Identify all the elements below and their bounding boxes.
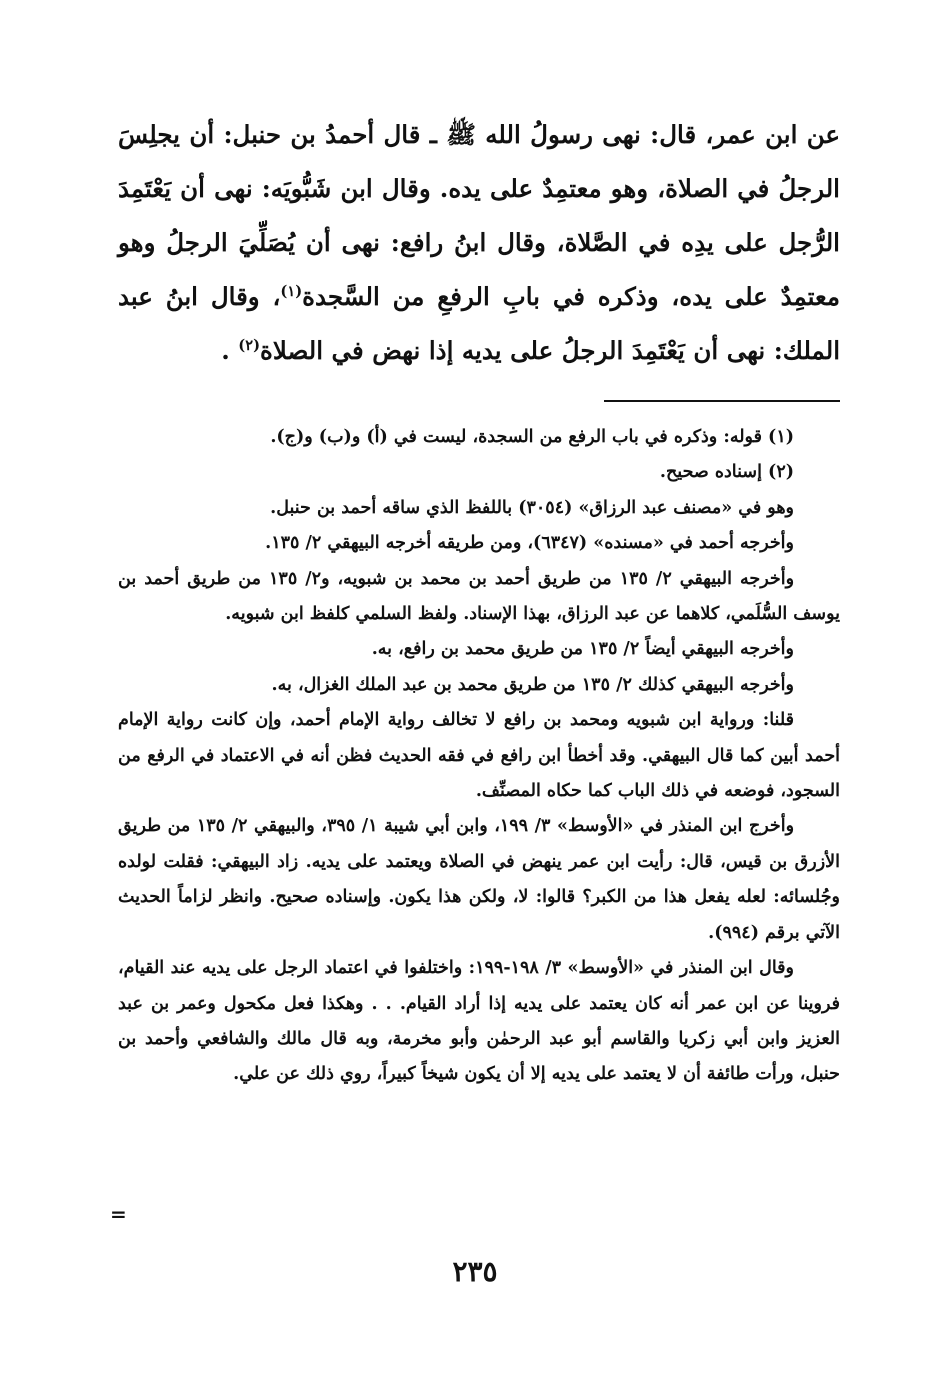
footnote-reference-2: (٢) [238, 336, 261, 354]
footnote-paragraph: وأخرجه البيهقي ٢/ ١٣٥ من طريق أحمد بن محمد بن شبويه، و٢/ ١٣٥ من طريق أحمد بن يوسف السُّلَمي، كلاهما عن عبد الرزاق، بهذا الإسناد. ولفظ السلمي كلفظ ابن شبويه. [118, 568, 840, 625]
hadith-text-part-3: . [221, 336, 239, 365]
footnotes-block [118, 420, 840, 1093]
hadith-text [118, 108, 840, 378]
footnote-reference-1: (١) [280, 282, 303, 300]
footnote-paragraph: وأخرجه البيهقي كذلك ٢/ ١٣٥ من طريق محمد بن عبد الملك الغزال، به. [271, 674, 794, 695]
footnote-2: (٢) إسناده صحيح. [659, 462, 794, 483]
footnote-paragraph: قلنا: ورواية ابن شبويه ومحمد بن رافع لا تخالف رواية الإمام أحمد، وإن كانت رواية الإمام أحمد أبين كما قال البيهقي. وقد أخطأ ابن رافع في فقه الحديث فظن أنه في الاعتماد في الرفع من السجود، فوضعه في ذلك الباب كما حكاه المصنِّف. [118, 710, 840, 802]
footnote-paragraph: وهو في «مصنف عبد الرزاق» (٣٠٥٤) باللفظ الذي ساقه أحمد بن حنبل. [270, 497, 794, 518]
footnote-paragraph: وأخرجه البيهقي أيضاً ٢/ ١٣٥ من طريق محمد بن رافع، به. [371, 639, 794, 660]
footnote-paragraph: وقال ابن المنذر في «الأوسط» ٣/ ١٩٨-١٩٩: واختلفوا في اعتماد الرجل على يديه عند القيام، فروينا عن ابن عمر أنه كان يعتمد على يديه إذا أراد القيام. . . وهكذا فعل مكحول وعمر بن عبد العزيز وابن أبي زكريا والقاسم أبو عبد الرحمٰن وأبو مخرمة، وبه قال مالك والشافعي وأحمد بن حنبل، ورأت طائفة أن لا يعتمد على يديه إلا أن يكون شيخاً كبيراً، روي ذلك عن علي. [118, 958, 840, 1085]
hadith-text-part-2: ، وقال ابنُ عبد الملك: نهى أن يَعْتَمِدَ الرجلُ على يديه إذا نهض في الصلاة [118, 282, 840, 365]
footnote-1: (١) قوله: وذكره في باب الرفع من السجدة، ليست في (أ) و(ب) و(ج). [270, 427, 794, 447]
hadith-text-part-1: عن ابن عمر، قال: نهى رسولُ الله ﷺ ـ قال أحمدُ بن حنبل: أن يجلِسَ الرجلُ في الصلاة، وهو معتمِدٌ على يده. وقال ابن شَبُّويَه: نهى أن يَعْتَمِدَ الرُّجل على يدِه في الصَّلاة، وقال ابنُ رافع: نهى أن يُصَلِّيَ الرجلُ وهو معتمِدٌ على يده، وذكره في بابِ الرفعِ من السَّجدة [118, 120, 840, 311]
page-number: ٢٣٥ [452, 1255, 498, 1288]
footnote-separator [604, 400, 840, 402]
footnote-paragraph: وأخرج ابن المنذر في «الأوسط» ٣/ ١٩٩، وابن أبي شيبة ١/ ٣٩٥، والبيهقي ٢/ ١٣٥ من طريق الأزرق بن قيس، قال: رأيت ابن عمر ينهض في الصلاة ويعتمد على يديه. زاد البيهقي: فقلت لولده وجُلسائه: لعله يفعل هذا من الكبر؟ قالوا: لا، ولكن هذا يكون. وإسناده صحيح. وانظر لزاماً الحديث الآتي برقم (٩٩٤). [118, 816, 840, 943]
footnote-paragraph: وأخرجه أحمد في «مسنده» (٦٣٤٧)، ومن طريقه أخرجه البيهقي ٢/ ١٣٥. [265, 533, 794, 554]
continuation-mark: = [110, 1202, 127, 1226]
